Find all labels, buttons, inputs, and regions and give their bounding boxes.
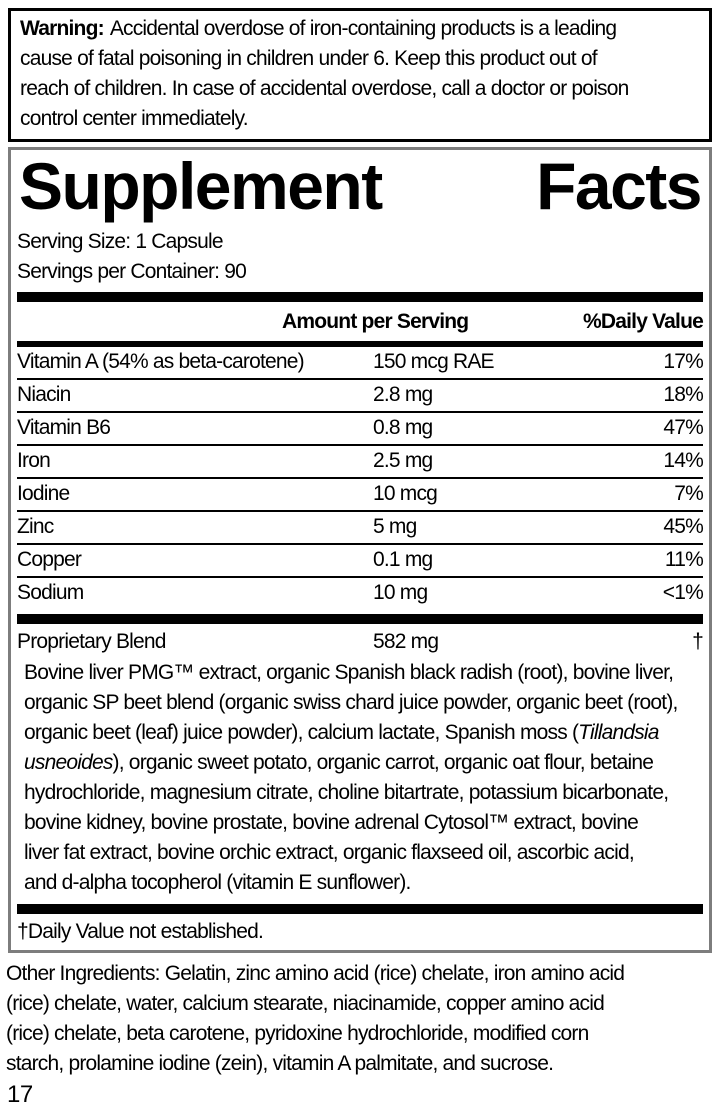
nutrient-name: Niacin	[17, 382, 71, 406]
nutrient-daily-value: 45%	[663, 514, 703, 538]
nutrient-amount: 10 mcg	[373, 481, 438, 505]
nutrient-daily-value: 18%	[663, 382, 703, 406]
blend-line: liver fat extract, bovine orchic extract, organic flaxseed oil, ascorbic acid,	[24, 840, 634, 864]
nutrient-amount: 0.8 mg	[373, 415, 433, 439]
nutrient-daily-value: 47%	[663, 415, 703, 439]
blend-daily-value-dagger: †	[692, 629, 703, 653]
blend-amount: 582 mg	[373, 629, 439, 653]
nutrient-daily-value: 11%	[664, 547, 703, 571]
table-row	[17, 545, 703, 578]
nutrient-name: Copper	[17, 547, 82, 571]
other-ingredients-line: Other Ingredients: Gelatin, zinc amino acid (rice) chelate, iron amino acid	[6, 961, 625, 985]
blend-species-italic: usneoides	[24, 750, 113, 774]
page-number: 17	[7, 1080, 33, 1108]
other-ingredients	[6, 959, 712, 1079]
blend-text: ), organic sweet potato, organic carrot, organic oat flour, betaine	[112, 750, 654, 774]
title-word-supplement: Supplement	[19, 149, 382, 223]
nutrient-daily-value: 14%	[663, 448, 703, 472]
proprietary-blend-row	[17, 624, 703, 656]
panel-title	[17, 149, 703, 223]
nutrient-name: Vitamin A (54% as beta-carotene)	[17, 349, 304, 373]
table-row	[17, 578, 703, 609]
nutrient-amount: 5 mg	[373, 514, 417, 538]
table-row	[17, 413, 703, 446]
nutrient-name: Zinc	[17, 514, 54, 538]
blend-line: Bovine liver PMG™ extract, organic Spanish black radish (root), bovine liver,	[24, 660, 674, 684]
supplement-label-page	[0, 8, 720, 1114]
nutrient-amount: 10 mg	[373, 580, 428, 604]
nutrient-name: Sodium	[17, 580, 84, 604]
nutrient-name: Vitamin B6	[17, 415, 111, 439]
column-header-row	[17, 302, 703, 341]
other-ingredients-line: (rice) chelate, beta carotene, pyridoxine hydrochloride, modified corn	[6, 1021, 589, 1045]
warning-line: reach of children. In case of accidental overdose, call a doctor or poison	[20, 77, 629, 100]
blend-name: Proprietary Blend	[17, 629, 166, 653]
nutrient-daily-value: 7%	[674, 481, 703, 505]
table-row	[17, 347, 703, 380]
table-row	[17, 446, 703, 479]
warning-text: Accidental overdose of iron-containing products is a leading	[109, 17, 617, 40]
serving-size: Serving Size: 1 Capsule	[17, 229, 223, 253]
blend-description	[17, 656, 703, 902]
supplement-facts-panel	[8, 147, 712, 953]
blend-line	[24, 748, 703, 778]
blend-line: hydrochloride, magnesium citrate, choline bitartrate, potassium bicarbonate,	[24, 780, 669, 804]
other-ingredients-line: (rice) chelate, water, calcium stearate, niacinamide, copper amino acid	[6, 991, 605, 1015]
thick-divider-top	[17, 292, 703, 302]
thick-divider-bottom	[17, 904, 703, 914]
column-header-amount: Amount per Serving	[282, 309, 469, 333]
nutrient-daily-value: <1%	[662, 580, 703, 604]
warning-line: cause of fatal poisoning in children under 6. Keep this product out of	[20, 47, 597, 70]
column-header-spacer	[17, 310, 282, 334]
nutrient-amount: 2.5 mg	[373, 448, 433, 472]
other-ingredients-line: starch, prolamine iodine (zein), vitamin A palmitate, and sucrose.	[6, 1051, 554, 1075]
nutrient-amount: 0.1 mg	[373, 547, 433, 571]
table-row	[17, 479, 703, 512]
warning-box	[8, 8, 712, 142]
table-row	[17, 380, 703, 413]
nutrient-name: Iodine	[17, 481, 70, 505]
thick-divider-blend	[17, 614, 703, 624]
footnote: †Daily Value not established.	[17, 919, 264, 943]
blend-line	[24, 718, 703, 748]
blend-species-italic: Tillandsia	[578, 720, 659, 744]
table-row	[17, 512, 703, 545]
nutrient-amount: 150 mcg RAE	[373, 349, 494, 373]
blend-line: bovine kidney, bovine prostate, bovine adrenal Cytosol™ extract, bovine	[24, 810, 639, 834]
blend-line: and d-alpha tocopherol (vitamin E sunflower).	[24, 870, 411, 894]
title-word-facts: Facts	[536, 149, 701, 223]
column-header-daily-value: %Daily Value	[583, 309, 703, 333]
warning-line: control center immediately.	[20, 107, 248, 130]
blend-text: organic beet (leaf) juice powder), calcium lactate, Spanish moss (	[24, 720, 579, 744]
nutrient-daily-value: 17%	[663, 349, 703, 373]
nutrient-table	[17, 347, 703, 609]
servings-per-container: Servings per Container: 90	[17, 259, 247, 283]
warning-line	[20, 14, 700, 44]
blend-line: organic SP beet blend (organic swiss chard juice powder, organic beet (root),	[24, 690, 678, 714]
warning-label: Warning:	[20, 17, 104, 40]
nutrient-amount: 2.8 mg	[373, 382, 433, 406]
nutrient-name: Iron	[17, 448, 50, 472]
